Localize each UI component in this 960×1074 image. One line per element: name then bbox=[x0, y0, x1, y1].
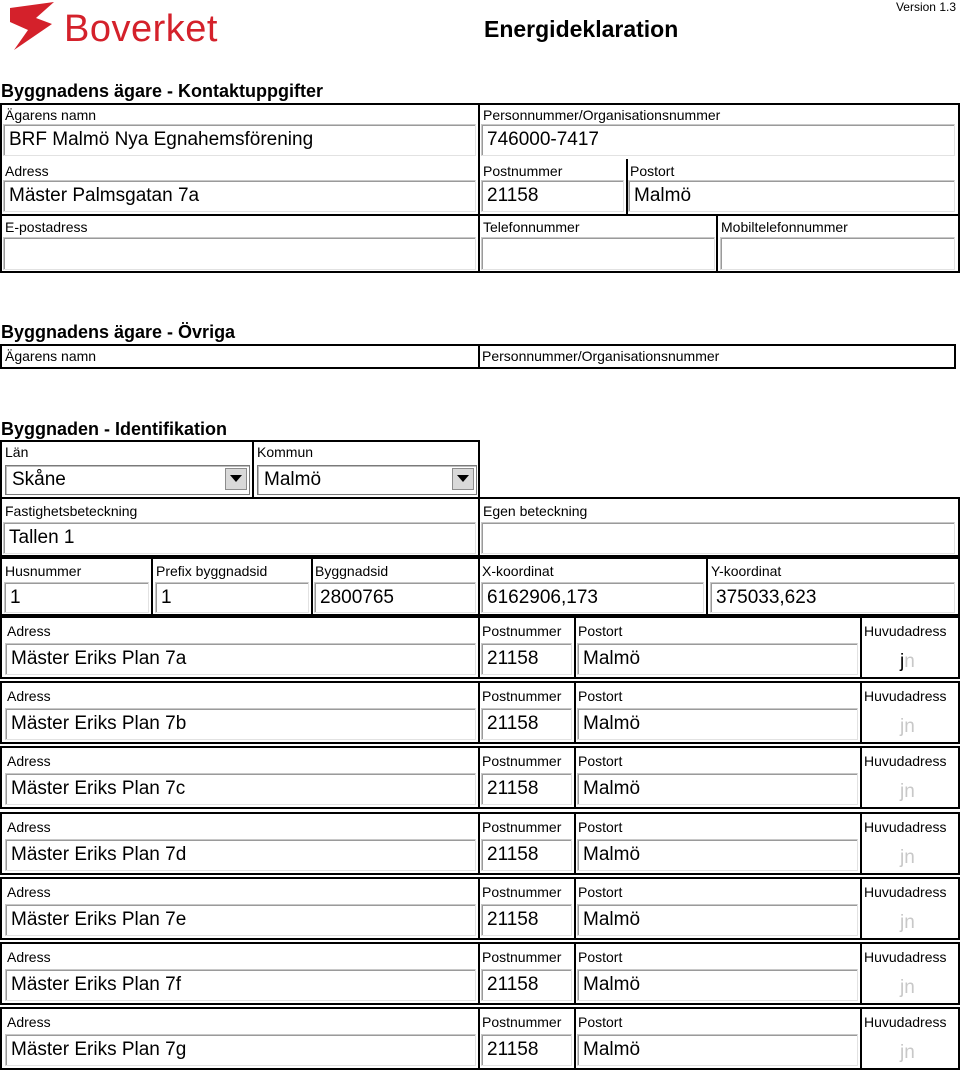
address-label: Adress bbox=[7, 884, 51, 900]
postort-field[interactable]: Malmö bbox=[577, 643, 858, 675]
huvudadress-option-j[interactable]: j bbox=[900, 977, 905, 998]
divider bbox=[706, 557, 708, 616]
owner-mobile-field[interactable] bbox=[720, 237, 955, 270]
divider bbox=[860, 616, 862, 679]
address-label: Adress bbox=[7, 949, 51, 965]
divider bbox=[151, 557, 153, 616]
postort-field[interactable]: Malmö bbox=[577, 1034, 858, 1066]
huvudadress-toggle[interactable] bbox=[900, 652, 915, 672]
postnummer-label: Postnummer bbox=[482, 688, 562, 704]
postnummer-label: Postnummer bbox=[482, 623, 562, 639]
postnummer-label: Postnummer bbox=[482, 819, 562, 835]
postort-label: Postort bbox=[578, 623, 623, 639]
divider bbox=[478, 103, 480, 273]
postort-field[interactable]: Malmö bbox=[577, 839, 858, 871]
divider bbox=[860, 877, 862, 940]
divider bbox=[574, 746, 576, 809]
postort-field[interactable]: Malmö bbox=[577, 708, 858, 740]
address-label: Adress bbox=[7, 1014, 51, 1030]
owner-other-heading: Byggnadens ägare - Övriga bbox=[1, 322, 236, 342]
huvudadress-option-j[interactable]: j bbox=[900, 716, 905, 737]
boverket-logo bbox=[6, 2, 226, 54]
huvudadress-toggle[interactable] bbox=[900, 913, 915, 933]
lan-label: Län bbox=[5, 444, 29, 460]
huvudadress-option-j[interactable]: j bbox=[900, 1042, 905, 1063]
postort-field[interactable]: Malmö bbox=[577, 904, 858, 936]
address-field[interactable]: Mäster Eriks Plan 7f bbox=[5, 969, 476, 1001]
huvudadress-toggle[interactable] bbox=[900, 978, 915, 998]
postnummer-field[interactable]: 21158 bbox=[481, 773, 572, 805]
divider bbox=[574, 942, 576, 1005]
owner-mobile-label: Mobiltelefonnummer bbox=[721, 219, 848, 235]
divider bbox=[311, 557, 313, 616]
owner-orgnr-field[interactable]: 746000-7417 bbox=[481, 124, 955, 156]
owner-postort-field[interactable]: Malmö bbox=[628, 180, 955, 212]
x-koordinat-label: X-koordinat bbox=[482, 563, 554, 579]
huvudadress-label: Huvudadress bbox=[864, 688, 947, 704]
chevron-down-icon bbox=[230, 475, 242, 483]
postnummer-field[interactable]: 21158 bbox=[481, 1034, 572, 1066]
owner-phone-label: Telefonnummer bbox=[483, 219, 580, 235]
owner-address-label: Adress bbox=[5, 163, 49, 179]
egen-beteckning-field[interactable] bbox=[481, 522, 955, 554]
prefix-field[interactable]: 1 bbox=[155, 582, 309, 613]
postort-label: Postort bbox=[578, 688, 623, 704]
husnummer-field[interactable]: 1 bbox=[4, 582, 149, 613]
postort-label: Postort bbox=[578, 949, 623, 965]
address-label: Adress bbox=[7, 753, 51, 769]
huvudadress-label: Huvudadress bbox=[864, 949, 947, 965]
address-field[interactable]: Mäster Eriks Plan 7d bbox=[5, 839, 476, 871]
boverket-logo-icon bbox=[6, 2, 60, 52]
kommun-label: Kommun bbox=[257, 444, 314, 460]
address-field[interactable]: Mäster Eriks Plan 7c bbox=[5, 773, 476, 805]
owner-orgnr-label: Personnummer/Organisationsnummer bbox=[483, 107, 721, 123]
divider bbox=[860, 942, 862, 1005]
owner-other-name-label: Ägarens namn bbox=[5, 348, 97, 364]
huvudadress-toggle[interactable] bbox=[900, 848, 915, 868]
huvudadress-option-n[interactable]: n bbox=[904, 781, 915, 802]
postort-label: Postort bbox=[578, 1014, 623, 1030]
husnummer-label: Husnummer bbox=[5, 563, 82, 579]
huvudadress-option-n[interactable]: n bbox=[904, 977, 915, 998]
postort-label: Postort bbox=[578, 753, 623, 769]
postnummer-label: Postnummer bbox=[482, 949, 562, 965]
divider bbox=[478, 557, 480, 616]
kommun-dropdown-button[interactable] bbox=[452, 468, 474, 490]
divider bbox=[860, 812, 862, 875]
divider bbox=[478, 1007, 480, 1070]
owner-phone-field[interactable] bbox=[481, 237, 715, 270]
divider bbox=[252, 440, 254, 499]
huvudadress-option-n[interactable]: n bbox=[904, 1042, 915, 1063]
logo-text: Boverket bbox=[64, 8, 218, 50]
divider bbox=[574, 812, 576, 875]
fastighet-field[interactable]: Tallen 1 bbox=[3, 522, 476, 554]
huvudadress-option-j[interactable]: j bbox=[900, 651, 905, 672]
postnummer-label: Postnummer bbox=[482, 1014, 562, 1030]
huvudadress-option-n[interactable]: n bbox=[904, 847, 915, 868]
divider bbox=[478, 344, 480, 369]
page-title: Energideklaration bbox=[484, 16, 679, 42]
kommun-select[interactable] bbox=[257, 465, 477, 495]
huvudadress-label: Huvudadress bbox=[864, 753, 947, 769]
huvudadress-label: Huvudadress bbox=[864, 884, 947, 900]
divider bbox=[574, 616, 576, 679]
prefix-label: Prefix byggnadsid bbox=[156, 563, 268, 579]
postnummer-field[interactable]: 21158 bbox=[481, 643, 572, 675]
lan-select-value: Skåne bbox=[12, 469, 66, 490]
postnummer-field[interactable]: 21158 bbox=[481, 969, 572, 1001]
byggnadsid-label: Byggnadsid bbox=[315, 563, 389, 579]
postnummer-label: Postnummer bbox=[482, 753, 562, 769]
divider bbox=[716, 214, 718, 272]
owner-other-orgnr-label: Personnummer/Organisationsnummer bbox=[482, 348, 720, 364]
address-field[interactable]: Mäster Eriks Plan 7g bbox=[5, 1034, 476, 1066]
huvudadress-option-n[interactable]: n bbox=[904, 651, 915, 672]
address-field[interactable]: Mäster Eriks Plan 7b bbox=[5, 708, 476, 740]
divider bbox=[574, 877, 576, 940]
divider bbox=[574, 681, 576, 744]
divider bbox=[478, 942, 480, 1005]
postnummer-field[interactable]: 21158 bbox=[481, 839, 572, 871]
divider bbox=[0, 214, 960, 216]
address-field[interactable]: Mäster Eriks Plan 7a bbox=[5, 643, 476, 675]
divider bbox=[860, 746, 862, 809]
owner-address-field[interactable]: Mäster Palmsgatan 7a bbox=[3, 180, 476, 212]
address-field[interactable]: Mäster Eriks Plan 7e bbox=[5, 904, 476, 936]
divider bbox=[478, 681, 480, 744]
huvudadress-toggle[interactable] bbox=[900, 1043, 915, 1063]
huvudadress-label: Huvudadress bbox=[864, 819, 947, 835]
owner-name-label: Ägarens namn bbox=[5, 107, 97, 123]
huvudadress-option-j[interactable]: j bbox=[900, 912, 905, 933]
postort-field[interactable]: Malmö bbox=[577, 773, 858, 805]
postort-label: Postort bbox=[578, 884, 623, 900]
lan-dropdown-button[interactable] bbox=[225, 468, 247, 490]
huvudadress-label: Huvudadress bbox=[864, 1014, 947, 1030]
y-koordinat-field[interactable]: 375033,623 bbox=[710, 582, 955, 613]
byggnadsid-field[interactable]: 2800765 bbox=[314, 582, 476, 613]
owner-contact-heading: Byggnadens ägare - Kontaktuppgifter bbox=[1, 81, 324, 101]
postnummer-field[interactable]: 21158 bbox=[481, 708, 572, 740]
fastighet-label: Fastighetsbeteckning bbox=[5, 503, 138, 519]
lan-select[interactable] bbox=[5, 465, 250, 495]
postnummer-label: Postnummer bbox=[482, 884, 562, 900]
kommun-select-value: Malmö bbox=[264, 469, 322, 490]
version-label: Version 1.3 bbox=[895, 0, 956, 14]
building-id-heading: Byggnaden - Identifikation bbox=[1, 419, 228, 439]
divider bbox=[478, 616, 480, 679]
owner-postnr-field[interactable]: 21158 bbox=[481, 180, 624, 212]
huvudadress-toggle[interactable] bbox=[900, 782, 915, 802]
owner-postort-label: Postort bbox=[630, 163, 675, 179]
owner-name-field[interactable]: BRF Malmö Nya Egnahemsförening bbox=[3, 124, 476, 156]
address-label: Adress bbox=[7, 688, 51, 704]
owner-email-field[interactable] bbox=[3, 237, 476, 270]
huvudadress-option-j[interactable]: j bbox=[900, 781, 905, 802]
postort-label: Postort bbox=[578, 819, 623, 835]
huvudadress-option-n[interactable]: n bbox=[904, 716, 915, 737]
divider bbox=[860, 681, 862, 744]
postort-field[interactable]: Malmö bbox=[577, 969, 858, 1001]
divider bbox=[478, 877, 480, 940]
divider bbox=[478, 812, 480, 875]
address-label: Adress bbox=[7, 623, 51, 639]
y-koordinat-label: Y-koordinat bbox=[711, 563, 782, 579]
huvudadress-label: Huvudadress bbox=[864, 623, 947, 639]
owner-postnr-label: Postnummer bbox=[483, 163, 563, 179]
divider bbox=[478, 746, 480, 809]
address-label: Adress bbox=[7, 819, 51, 835]
huvudadress-option-j[interactable]: j bbox=[900, 847, 905, 868]
huvudadress-toggle[interactable] bbox=[900, 717, 915, 737]
divider bbox=[860, 1007, 862, 1070]
divider bbox=[478, 497, 480, 557]
x-koordinat-field[interactable]: 6162906,173 bbox=[481, 582, 704, 613]
divider bbox=[574, 1007, 576, 1070]
owner-email-label: E-postadress bbox=[5, 219, 88, 235]
huvudadress-option-n[interactable]: n bbox=[904, 912, 915, 933]
postnummer-field[interactable]: 21158 bbox=[481, 904, 572, 936]
egen-beteckning-label: Egen beteckning bbox=[483, 503, 588, 519]
chevron-down-icon bbox=[457, 475, 469, 483]
